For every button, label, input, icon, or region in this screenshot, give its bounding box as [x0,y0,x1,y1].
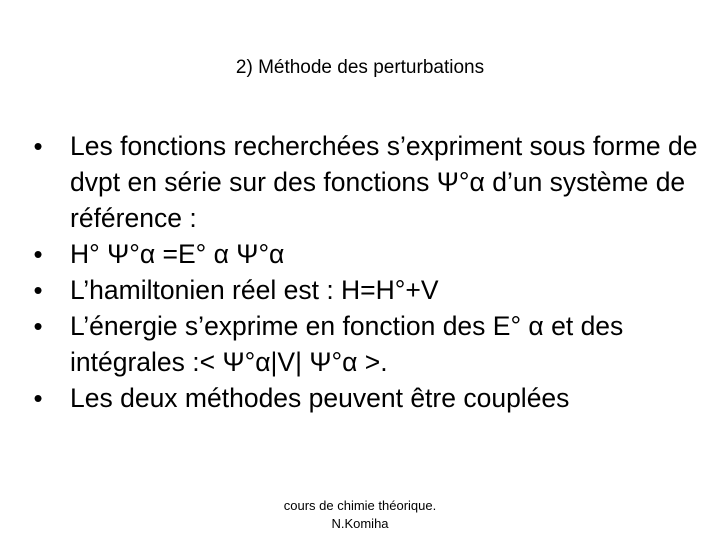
bullet-item [28,272,708,308]
bullet-item [28,128,708,236]
bullet-icon: • [33,383,43,413]
bullet-item [28,236,708,272]
bullet-text: L’énergie s’exprime en fonction des E° α et des intégrales :< Ψ°α|V| Ψ°α >. [70,311,624,377]
footer-author: N.Komiha [331,516,389,531]
bullet-text: Les fonctions recherchées s’expriment sous forme de dvpt en série sur des fonctions Ψ°α d’un système de référence : [70,131,698,233]
slide-title: 2) Méthode des perturbations [235,57,485,78]
bullet-icon: • [33,239,43,269]
bullet-text: L’hamiltonien réel est : H=H°+V [70,275,439,305]
bullet-icon: • [33,275,43,305]
footer [220,497,500,533]
bullet-item [28,380,708,416]
footer-course: cours de chimie théorique. [283,498,437,513]
bullet-text: H° Ψ°α =E° α Ψ°α [70,239,285,269]
bullet-text: Les deux méthodes peuvent être couplées [70,383,570,413]
bullet-item [28,308,708,380]
bullet-icon: • [33,311,43,341]
bullet-icon: • [33,131,43,161]
bullet-list [28,128,708,416]
